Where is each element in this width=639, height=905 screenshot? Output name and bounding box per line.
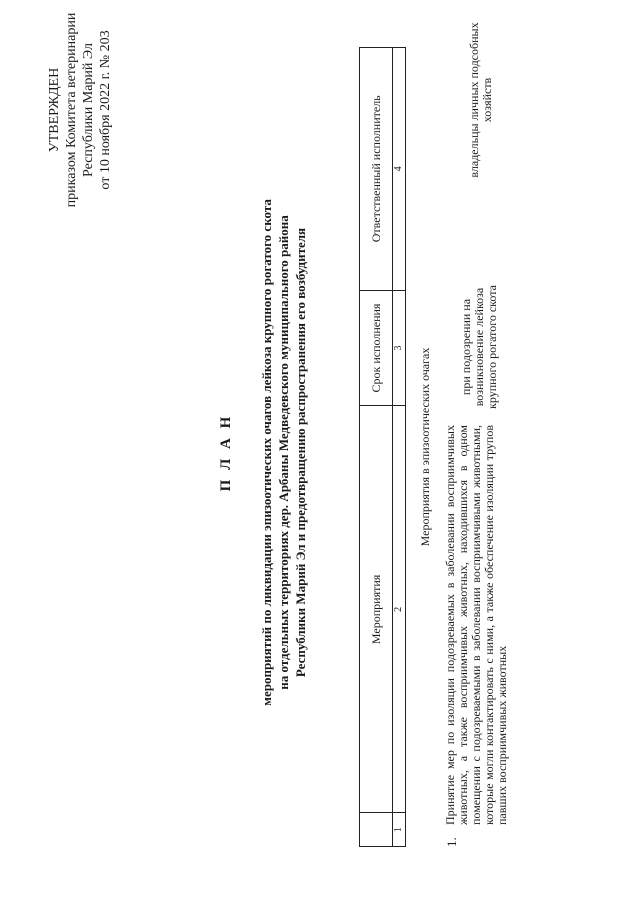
- approval-republic: Республики Марий Эл: [81, 43, 96, 177]
- column-number: 2: [393, 406, 406, 813]
- header-executor: Ответственный исполнитель: [360, 48, 393, 291]
- column-number: 3: [393, 290, 406, 406]
- row-measure: Принятие мер по изоляции подозреваемых в заболевании восприимчивых животных, а также восприимчивых животных, находившихся в одном помещении с подозреваемыми в заболевании восприимчивыми животными, которые могли контактировать с ними, а также обеспечение изоляции трупов павших восприимчивых животных: [443, 425, 509, 825]
- plan-subtitle: [258, 140, 309, 765]
- plan-subtitle-line: Республики Марий Эл и предотвращению распространения его возбудителя: [293, 227, 308, 678]
- header-measures: Мероприятия: [360, 406, 393, 813]
- plan-subtitle-line: на отдельных территориях дер. Арбаны Медведевского муниципального района: [276, 215, 291, 690]
- header-deadline: Срок исполнения: [360, 290, 393, 406]
- approval-order: приказом Комитета ветеринарии: [64, 12, 79, 208]
- row-executor: владельцы личных подсобных хозяйств: [467, 22, 494, 178]
- column-number: 1: [393, 813, 406, 847]
- plan-title: П Л А Н: [218, 413, 234, 492]
- header-index: [360, 813, 393, 847]
- plan-subtitle-line: мероприятий по ликвидации эпизоотических очагов лейкоза крупного рогатого скота: [259, 199, 274, 706]
- section-title: Мероприятия в эпизоотических очагах: [418, 347, 432, 547]
- approval-stamp: [46, 0, 114, 230]
- plan-table: [359, 47, 406, 847]
- approval-date: от 10 ноября 2022 г. № 203: [98, 30, 113, 190]
- table-number-row: [393, 48, 406, 847]
- table-header-row: [360, 48, 393, 847]
- approval-heading: УТВЕРЖДЕН: [47, 67, 62, 153]
- row-deadline: при подозрении на возникновение лейкоза крупного рогатого скота: [459, 285, 499, 409]
- column-number: 4: [393, 48, 406, 291]
- row-index: 1.: [444, 837, 459, 847]
